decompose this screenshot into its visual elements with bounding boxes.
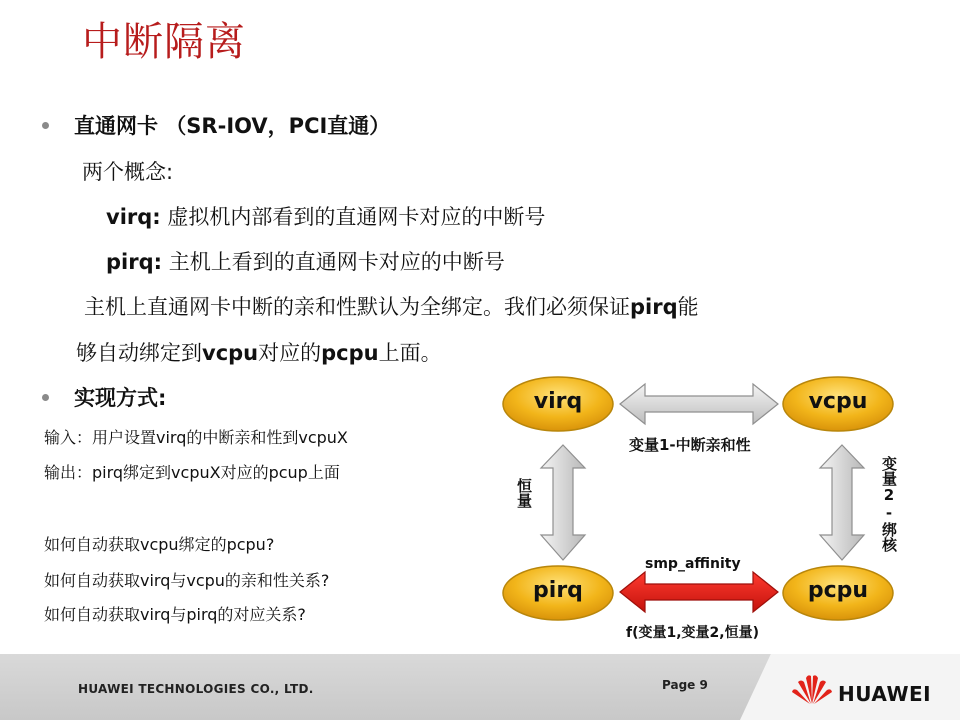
footer-company: HUAWEI TECHNOLOGIES CO., LTD.: [78, 682, 314, 696]
virq-definition: [106, 201, 545, 231]
concepts-label: 两个概念:: [82, 160, 174, 184]
host-affinity-line-2: [76, 337, 442, 367]
question-2: 如何自动获取virq与vcpu的亲和性关系?: [44, 571, 330, 590]
host-line1-text-c: 能: [677, 295, 699, 319]
interrupt-affinity-diagram: [495, 370, 935, 650]
host-line2-pcpu: pcpu: [321, 341, 379, 365]
top-edge-label: 变量1-中断亲和性: [629, 436, 751, 454]
host-line2-text-e: 上面。: [378, 341, 442, 365]
host-line2-text-a: 够自动绑定到: [76, 341, 202, 365]
top-double-arrow-icon: [620, 384, 778, 424]
section1-heading: 直通网卡 （SR-IOV，PCI直通）: [74, 114, 391, 138]
bottom-edge-label: smp_affinity: [645, 556, 741, 572]
host-line1-pirq: pirq: [630, 295, 678, 319]
virq-node-label: virq: [533, 389, 583, 414]
host-line2-text-c: 对应的: [258, 341, 322, 365]
page-number: Page 9: [662, 678, 708, 692]
bullet-dot-icon: [42, 122, 49, 129]
huawei-logo-text: HUAWEI: [838, 682, 932, 706]
pirq-term: pirq:: [106, 250, 163, 274]
right-double-arrow-icon: [820, 445, 864, 560]
input-line: 输入：用户设置virq的中断亲和性到vcpuX: [44, 428, 348, 447]
vcpu-node-label: vcpu: [808, 389, 868, 414]
output-line: 输出：pirq绑定到vcpuX对应的pcup上面: [44, 463, 340, 482]
bullet-dot-icon: [42, 394, 49, 401]
pirq-node-label: pirq: [533, 578, 583, 603]
huawei-petal-logo-icon: [790, 672, 834, 706]
bullet-implementation: [42, 382, 166, 412]
virq-term: virq:: [106, 205, 161, 229]
host-line2-vcpu: vcpu: [202, 341, 259, 365]
virq-desc: 虚拟机内部看到的直通网卡对应的中断号: [160, 205, 546, 229]
section2-heading: 实现方式:: [74, 386, 167, 410]
left-double-arrow-icon: [541, 445, 585, 560]
left-edge-label: 恒量: [515, 478, 533, 508]
formula-label: f(变量1,变量2,恒量): [626, 625, 760, 641]
pirq-desc: 主机上看到的直通网卡对应的中断号: [162, 250, 505, 274]
right-edge-label: 变量2-绑核: [880, 456, 898, 552]
bullet-passthrough-nic: [42, 110, 390, 140]
bottom-red-arrow-icon: [620, 572, 778, 612]
pirq-definition: [106, 246, 505, 276]
question-1: 如何自动获取vcpu绑定的pcpu?: [44, 535, 275, 554]
question-3: 如何自动获取virq与pirq的对应关系?: [44, 605, 306, 624]
page-title: 中断隔离: [82, 19, 246, 65]
host-line1-text-a: 主机上直通网卡中断的亲和性默认为全绑定。我们必须保证: [84, 295, 630, 319]
pcpu-node-label: pcpu: [807, 578, 869, 603]
host-affinity-line-1: [84, 291, 699, 321]
